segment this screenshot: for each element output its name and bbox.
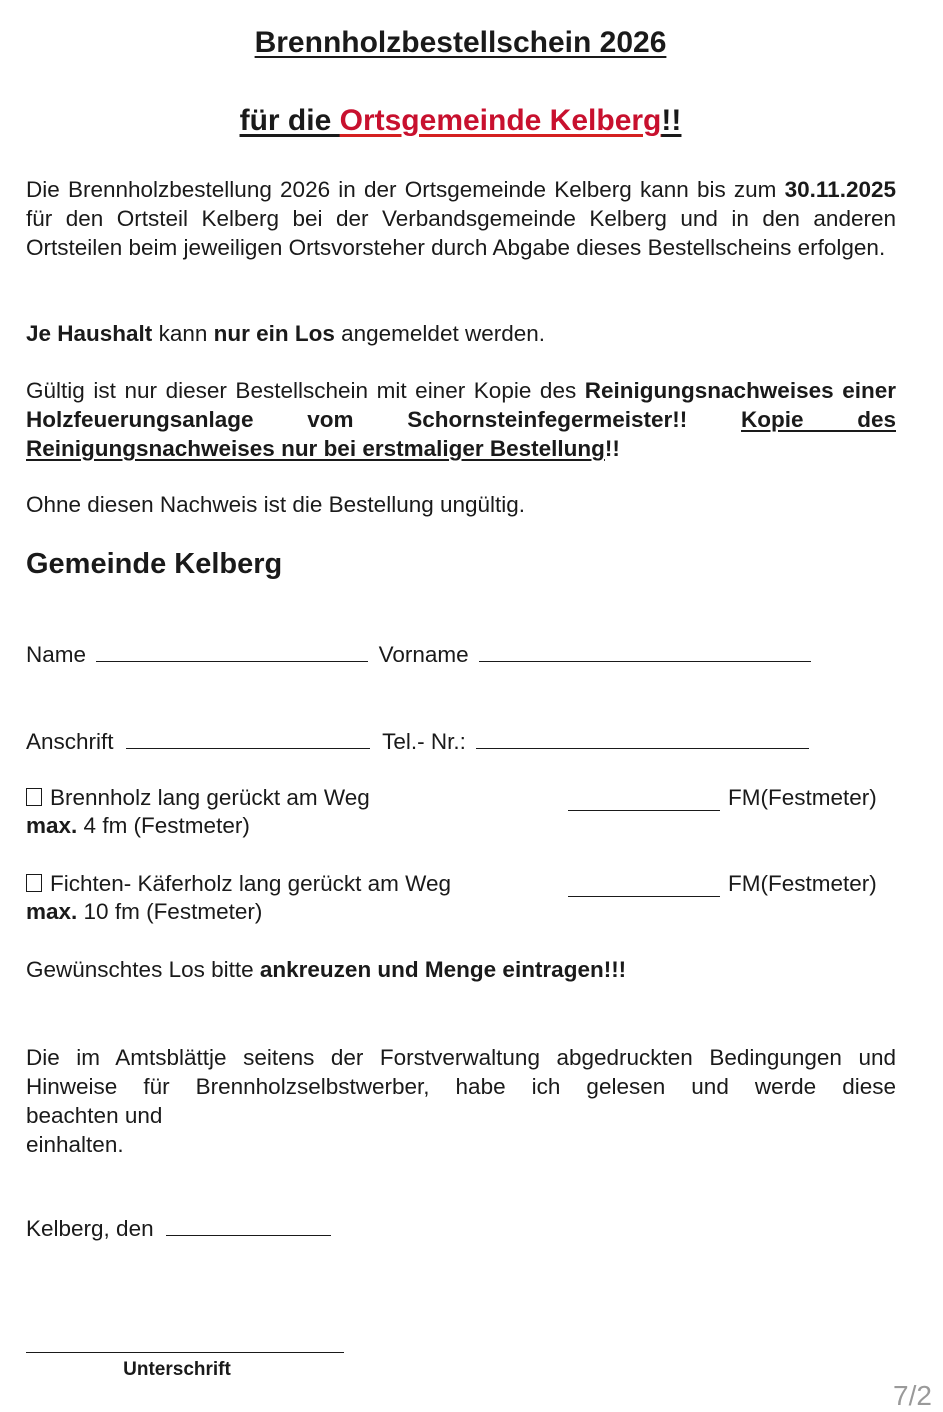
- option-2: Fichten- Käferholz lang gerückt am Weg: [26, 871, 451, 897]
- place-date-row: Kelberg, den: [26, 1215, 331, 1242]
- option-2-amount-field[interactable]: [568, 876, 720, 897]
- option-1-unit: FM(Festmeter): [728, 785, 877, 810]
- anschrift-label: Anschrift: [26, 729, 114, 754]
- tel-field[interactable]: [476, 728, 809, 749]
- intro-paragraph: Die Brennholzbestellung 2026 in der Ortsgemeinde Kelberg kann bis zum 30.11.2025 für den Ortsteil Kelberg bei der Verbandsgemeinde Kelberg und in den anderen Ortsteilen beim jeweiligen Ortsvorsteher durch Abgabe dieses Bestellscheins erfolgen.: [26, 177, 896, 260]
- section-title: Gemeinde Kelberg: [26, 548, 283, 580]
- document-subtitle: für die Ortsgemeinde Kelberg!!: [239, 104, 682, 137]
- name-label: Name: [26, 642, 87, 667]
- option-2-unit: FM(Festmeter): [728, 871, 877, 896]
- tel-label: Tel.- Nr.:: [382, 729, 466, 754]
- date-field[interactable]: [166, 1215, 331, 1236]
- anschrift-field[interactable]: [126, 728, 370, 749]
- option-1-amount-field[interactable]: [568, 790, 720, 811]
- option-1: Brennholz lang gerückt am Weg: [26, 785, 370, 811]
- option-2-max: max. 10 fm (Festmeter): [26, 899, 263, 924]
- name-field[interactable]: [96, 641, 368, 662]
- instruction-text: Gewünschtes Los bitte ankreuzen und Menge eintragen!!!: [26, 957, 627, 982]
- validity-paragraph: Gültig ist nur dieser Bestellschein mit einer Kopie des Reinigungsnachweises einer Holzfeuerungsanlage vom Schornsteinfegermeister!! Kopie des Reinigungsnachweises nur bei erstmaliger Bestellung!!: [26, 378, 896, 461]
- household-paragraph: Je Haushalt kann nur ein Los angemeldet werden.: [26, 321, 546, 346]
- signature-line[interactable]: [26, 1352, 344, 1353]
- page-indicator: 7/2: [893, 1380, 932, 1411]
- address-row: [26, 728, 809, 755]
- conditions-paragraph: Die im Amtsblättje seitens der Forstverwaltung abgedruckten Bedingungen und Hinweise für Brennholzselbstwerber, habe ich gelesen und werde diese beachten und einhalten.: [26, 1045, 896, 1157]
- name-row: [26, 641, 811, 668]
- vorname-label: Vorname: [378, 642, 469, 667]
- option-2-checkbox[interactable]: [26, 874, 42, 892]
- invalid-note: Ohne diesen Nachweis ist die Bestellung ungültig.: [26, 492, 526, 517]
- signature-label: Unterschrift: [123, 1359, 231, 1380]
- option-1-checkbox[interactable]: [26, 788, 42, 806]
- vorname-field[interactable]: [479, 641, 811, 662]
- option-1-max: max. 4 fm (Festmeter): [26, 813, 250, 838]
- document-title: Brennholzbestellschein 2026: [254, 26, 667, 59]
